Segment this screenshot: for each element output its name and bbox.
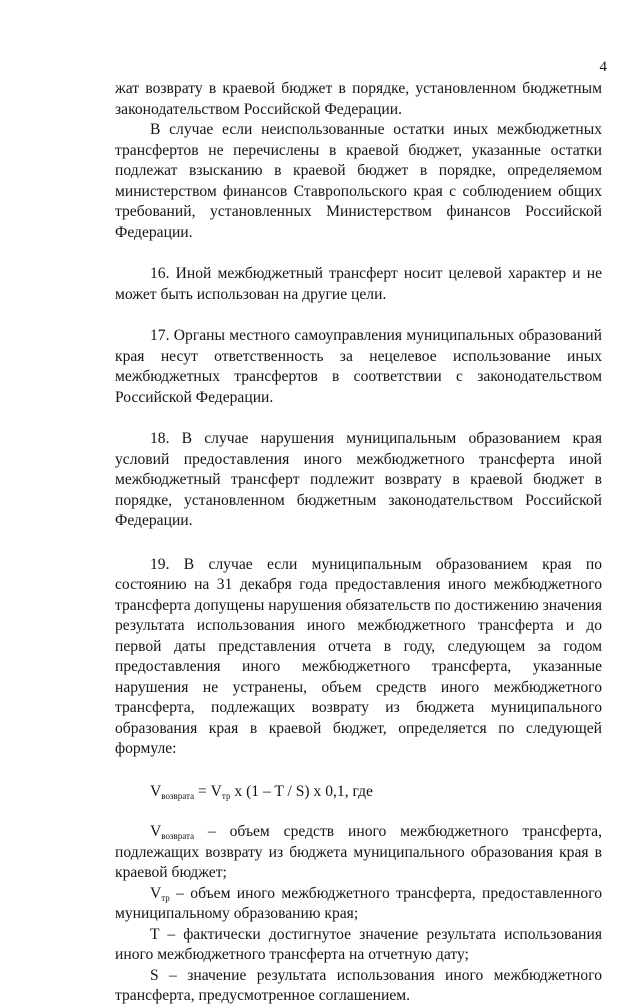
definition-text: – объем иного межбюджетного трансферта, предоставленного муниципальному образованию края; [115, 884, 602, 922]
definition-s: S – значение результата использования иного межбюджетного трансферта, предусмотренное соглашением. [115, 966, 602, 1004]
paragraph-unused-balances: В случае если неиспользованные остатки иных межбюджетных трансфертов не перечислены в краевой бюджет, указанные остатки подлежат взысканию в краевой бюджет в порядке, определяемом министерством финансов Ставропольского края с соблюдением общих требований, установленных Министерством финансов Российской Федерации. [115, 121, 602, 241]
document-body [115, 79, 602, 1007]
definition-subscript: тр [161, 892, 170, 903]
paragraph-continuation: жат возврату в краевой бюджет в порядке, установленном бюджетным законодательством Российской Федерации. [115, 80, 602, 118]
formula-vtr-subscript: тр [221, 790, 231, 801]
formula-rest: x (1 – T / S) x 0,1, где [230, 782, 373, 800]
paragraph-16: 16. Иной межбюджетный трансферт носит целевой характер и не может быть использован на другие цели. [115, 265, 602, 303]
paragraph-19: 19. В случае если муниципальным образованием края по состоянию на 31 декабря года предоставления иного межбюджетного трансферта допущены нарушения обязательств по достижению значения результата использования иного межбюджетного трансферта и до первой даты представления отчета в году, следующем за годом предоставления иного межбюджетного трансферта, указанные нарушения не устранены, объем средств иного межбюджетного трансферта, подлежащих возврату из бюджета муниципального образования края в краевой бюджет, определяется по следующей формуле: [115, 555, 602, 757]
definition-v-tr [115, 884, 602, 925]
formula-v-subscript: возврата [161, 790, 195, 801]
paragraph-17: 17. Органы местного самоуправления муниципальных образований края несут ответственность за нецелевое использование иных межбюджетных трансфертов в соответствии с законодательством Российской Федерации. [115, 327, 602, 406]
definition-v-return [115, 822, 602, 884]
formula-v: V [150, 782, 162, 800]
definition-symbol: V [150, 823, 162, 840]
definition-symbol: V [150, 884, 162, 902]
page-number: 4 [599, 59, 607, 75]
definition-text: – объем средств иного межбюджетного трансферта, подлежащих возврату из бюджета муниципального образования края в краевой бюджет; [115, 823, 602, 881]
definition-subscript: возврата [161, 831, 195, 841]
definition-t: T – фактически достигнутое значение результата использования иного межбюджетного трансферта на отчетную дату; [115, 925, 602, 963]
paragraph-18: 18. В случае нарушения муниципальным образованием края условий предоставления иного межбюджетного трансферта иной межбюджетный трансферт подлежит возврату в краевой бюджет в порядке, установленном бюджетным законодательством Российской Федерации. [115, 430, 602, 529]
return-formula [150, 782, 602, 803]
formula-equals: = V [194, 782, 222, 800]
